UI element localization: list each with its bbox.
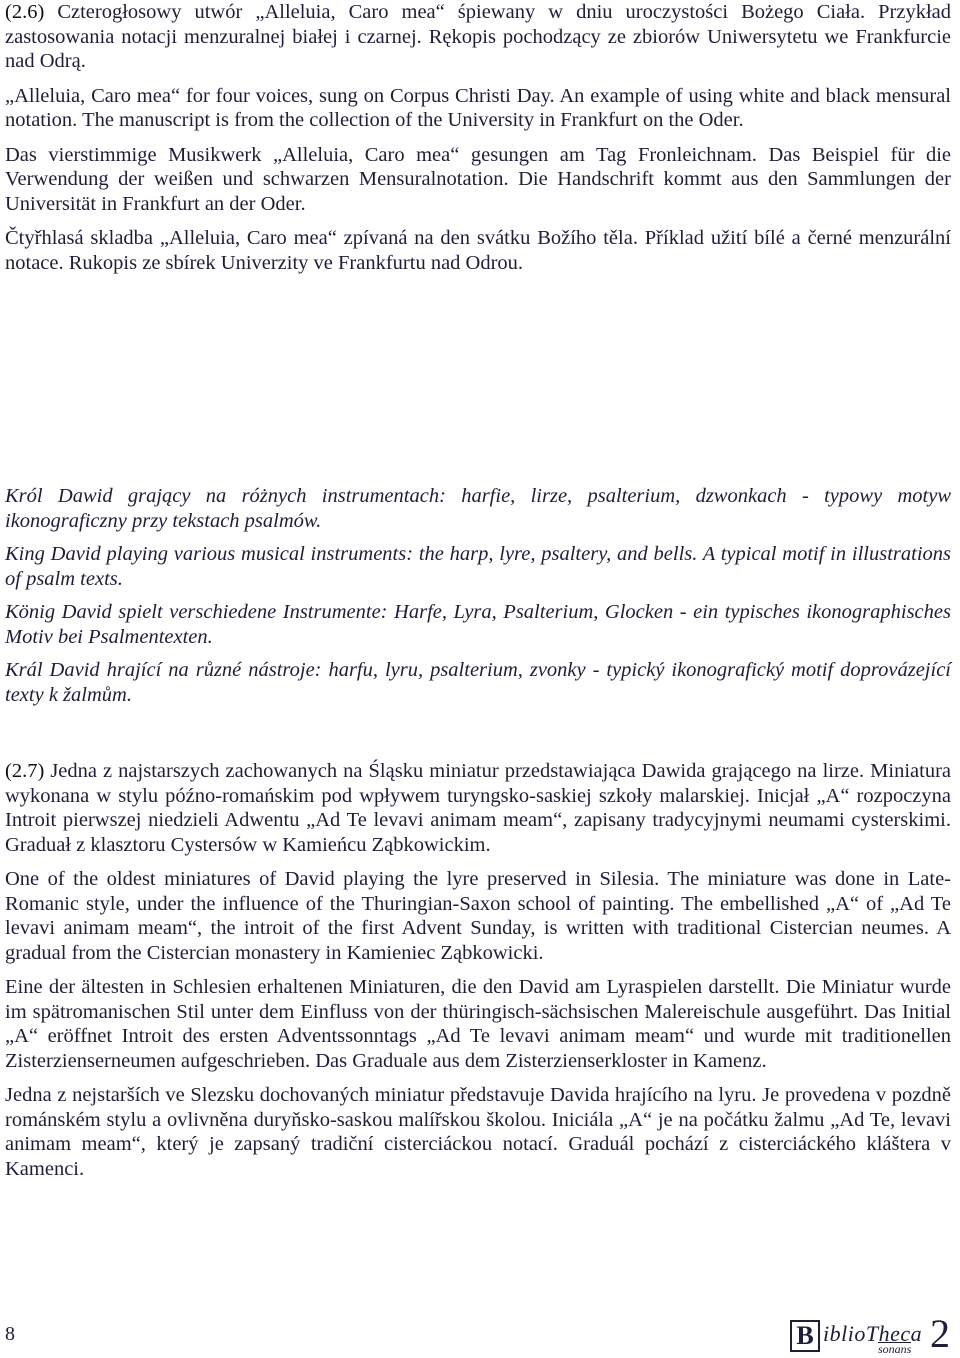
section-2-7-polish [5, 759, 951, 857]
bibliotheca-sonans-logo [790, 1311, 955, 1356]
section-2-6-czech: Čtyřhlasá skladba „Alleluia, Caro mea“ zpívaná na den svátku Božího těla. Příklad užití bílé a černé menzurální notace. Rukopis ze sbírek Univerzity ve Frankfurtu nad Odrou. [5, 227, 951, 274]
caption-german: König David spielt verschiedene Instrumente: Harfe, Lyra, Psalterium, Glocken - ein typisches ikonographisches Motiv bei Psalmentexten. [5, 601, 951, 648]
section-2-7 [5, 759, 951, 1181]
illustration-caption [5, 484, 951, 716]
caption-english: King David playing various musical instruments: the harp, lyre, psaltery, and bells. A typical motif in illustrations of psalm texts. [5, 543, 951, 590]
section-2-7-german: Eine der ältesten in Schlesien erhaltenen Miniaturen, die den David am Lyraspielen darstellt. Die Miniatur wurde im spätromanischen Stil unter dem Einfluss von der thüringisch-sächsischen Malereischule ausgeführt. Das Initial „A“ eröffnet Introit des ersten Adventssonntags „Ad Te levavi animam meam“ und wurde mit traditionellen Zisterzienserneumen aufgeschrieben. Das Graduale aus dem Zisterzienserkloster in Kamenz. [5, 976, 951, 1072]
section-2-6 [5, 0, 951, 275]
section-2-6-german: Das vierstimmige Musikwerk „Alleluia, Caro mea“ gesungen am Tag Fronleichnam. Das Beispiel für die Verwendung der weißen und schwarzen Mensuralnotation. Die Handschrift kommt aus den Sammlungen der Universität in Frankfurt an der Oder. [5, 143, 951, 215]
caption-czech: Král David hrající na různé nástroje: harfu, lyru, psalterium, zvonky - typický ikonografický motif doprovázející texty k žalmům. [5, 659, 951, 706]
section-2-7-english: One of the oldest miniatures of David playing the lyre preserved in Silesia. The miniature was done in Late-Romanic style, under the influence of the Thuringian-Saxon school of painting. The embellished „A“ of „Ad Te levavi animam meam“, the introit of the first Advent Sunday, is written with traditional Cistercian neumes. A gradual from the Cistercian monastery in Kamieniec Ząbkowicki. [5, 868, 951, 964]
section-2-7-label: (2.7) [5, 760, 45, 782]
logo-initial: B [790, 1320, 820, 1352]
logo-number: 2 [930, 1311, 950, 1356]
page-number: 8 [5, 1323, 15, 1345]
caption-polish: Król Dawid grający na różnych instrumentach: harfie, lirze, psalterium, dzwonkach - typowy motyw ikonograficzny przy tekstach psalmów. [5, 485, 951, 532]
section-2-6-english: „Alleluia, Caro mea“ for four voices, sung on Corpus Christi Day. An example of using white and black mensural notation. The manuscript is from the collection of the University in Frankfurt on the Oder. [5, 84, 951, 131]
section-2-6-polish-text: Czterogłosowy utwór „Alleluia, Caro mea“ śpiewany w dniu uroczystości Bożego Ciała. Przykład zastosowania notacji menzuralnej białej i czarnej. Rękopis pochodzący ze zbiorów Uniwersytetu we Frankfurcie nad Odrą. [5, 1, 952, 72]
section-2-7-czech: Jedna z nejstarších ve Slezsku dochovaných miniatur představuje Davida hrajícího na lyru. Je provedena v pozdně románském stylu a ovlivněna duryňsko-saskou malířskou školou. Iniciála „A“ je na počátku žalmu „Ad Te, levavi animam meam“, který je zapsaný tradiční cisterciáckou notací. Graduál pochází z cisterciáckého kláštera v Kamenci. [5, 1084, 951, 1180]
section-2-6-label: (2.6) [5, 1, 45, 23]
section-2-6-polish [5, 0, 951, 74]
logo-word: iblioTheca [823, 1321, 923, 1346]
section-2-7-polish-text: Jedna z najstarszych zachowanych na Śląsku miniatur przedstawiająca Dawida grającego na lirze. Miniatura wykonana w stylu późno-romańskim pod wpływem turyngsko-saskiej szkoły malarskiej. Inicjał „A“ rozpoczyna Introit pierwszej niedzieli Adwentu „Ad Te levavi animam meam“, zapisany tradycyjnymi neumami cysterskimi. Graduał z klasztoru Cystersów w Kamieńcu Ząbkowickim. [5, 760, 951, 856]
logo-subtitle: sonans [878, 1342, 912, 1356]
